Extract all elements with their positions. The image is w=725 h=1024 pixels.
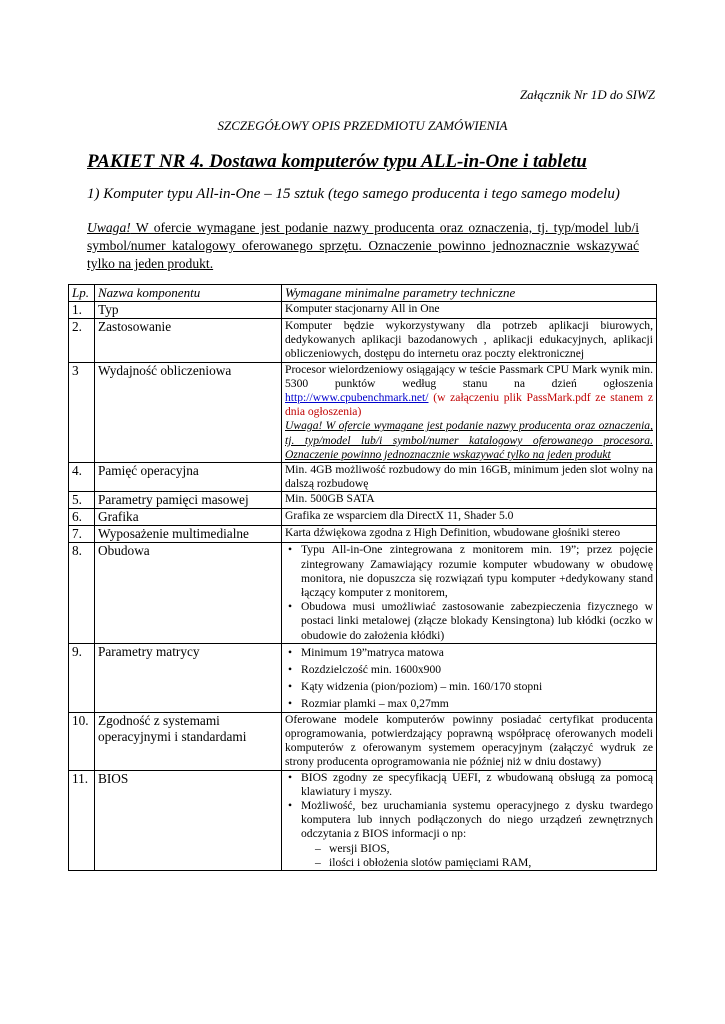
dash-icon: – (315, 855, 321, 869)
bullet-icon: • (288, 645, 293, 659)
note-text: W ofercie wymagane jest podanie nazwy producenta oraz oznaczenia, tj. typ/model lub/i symbol/numer katalogowy oferowanego sprzętu. Oznaczenie powinno jednoznacznie wskazywać tylko na jeden produkt. (87, 220, 639, 271)
table-row (69, 319, 657, 363)
component-requirements (282, 543, 657, 643)
row-number: 7. (69, 526, 95, 543)
passmark-link[interactable]: http://www.cpubenchmark.net/ (285, 391, 429, 405)
component-requirements: Komputer stacjonarny All in One (282, 302, 657, 319)
component-name: Obudowa (95, 543, 282, 643)
row-number: 5. (69, 492, 95, 509)
cpu-warning-note: Uwaga! W ofercie wymagane jest podanie nazwy producenta oraz oznaczenia, tj. typ/model lub/i symbol/numer katalogowy oferowanego procesora. Oznaczenie powinno jednoznacznie wskazywać tylko na jeden produkt (285, 419, 653, 461)
annex-label: Załącznik Nr 1D do SIWZ (519, 87, 655, 102)
list-item (285, 644, 653, 661)
component-name: Wyposażenie multimedialne (95, 526, 282, 543)
cpu-requirement-text: Procesor wielordzeniowy osiągający w teście Passmark CPU Mark wynik min. 5300 punktów według stanu na dzień ogłoszenia (285, 362, 653, 390)
bullet-icon: • (288, 679, 293, 693)
list-item (285, 543, 653, 600)
row-number: 6. (69, 509, 95, 526)
list-item-text: Minimum 19”matryca matowa (301, 645, 444, 659)
list-item-text: wersji BIOS, (329, 841, 390, 855)
list-item (315, 842, 653, 856)
bullet-list (285, 543, 653, 642)
component-requirements: Komputer będzie wykorzystywany dla potrzeb aplikacji biurowych, dedykowanych aplikacji bazodanowych , aplikacji edukacyjnych, aplikacji obliczeniowych, dostępu do internetu oraz poczty elektronicznej (282, 319, 657, 363)
table-row (69, 492, 657, 509)
list-item-text: Możliwość, bez uruchamiania systemu operacyjnego z dysku twardego komputera lub innych podłączonych do niego urządzeń zewnętrznych odczytania z BIOS informacji o np: (301, 799, 653, 841)
component-requirements (282, 643, 657, 712)
package-title: PAKIET NR 4. Dostawa komputerów typu ALL-in-One i tabletu (87, 151, 587, 172)
list-item-text: Rozdzielczość min. 1600x900 (301, 662, 442, 676)
bullet-icon: • (288, 799, 293, 813)
list-item (285, 771, 653, 799)
table-header-row (69, 285, 657, 302)
component-requirements: Grafika ze wsparciem dla DirectX 11, Shader 5.0 (282, 509, 657, 526)
note-lead: Uwaga! (87, 220, 131, 235)
list-item (285, 678, 653, 695)
table-row (69, 526, 657, 543)
row-number: 9. (69, 643, 95, 712)
list-item-text: BIOS zgodny ze specyfikacją UEFI, z wbudowaną obsługą za pomocą klawiatury i myszy. (301, 770, 653, 798)
table-row (69, 463, 657, 492)
header-lp: Lp. (69, 285, 95, 302)
component-requirements: Min. 4GB możliwość rozbudowy do min 16GB, minimum jeden slot wolny na dalszą rozbudowę (282, 463, 657, 492)
component-requirements: Oferowane modele komputerów powinny posiadać certyfikat producenta oprogramowania, potwierdzający poprawną współpracę oferowanych modeli komputerów z oferowanym systemem operacyjnym (załączyć wydruk ze strony producenta oprogramowania nie później niż w dniu dostawy) (282, 712, 657, 770)
component-name: Zastosowanie (95, 319, 282, 363)
table-row (69, 643, 657, 712)
component-name: Typ (95, 302, 282, 319)
list-item (315, 856, 653, 870)
component-requirements (282, 770, 657, 870)
list-item-text: Typu All-in-One zintegrowana z monitorem min. 19”; przez pojęcie zintegrowany Zamawiający rozumie komputer wbudowany w obudowę monitora, nie dopuszcza się rozwiązań typu komputer +dedykowany stand łączący komputer z monitorem, (301, 543, 653, 600)
dash-list (285, 842, 653, 870)
table-row (69, 509, 657, 526)
list-item (285, 600, 653, 643)
document-subject: SZCZEGÓŁOWY OPIS PRZEDMIOTU ZAMÓWIENIA (217, 118, 508, 133)
component-requirements: Min. 500GB SATA (282, 492, 657, 509)
bullet-icon: • (288, 662, 293, 676)
bullet-icon: • (288, 600, 293, 614)
list-item-text: Kąty widzenia (pion/poziom) – min. 160/170 stopni (301, 679, 543, 693)
component-name: Wydajność obliczeniowa (95, 362, 282, 462)
row-number: 3 (69, 362, 95, 462)
table-row (69, 712, 657, 770)
component-requirements (282, 362, 657, 462)
component-name: BIOS (95, 770, 282, 870)
component-name: Grafika (95, 509, 282, 526)
row-number: 11. (69, 770, 95, 870)
bullet-list (285, 771, 653, 842)
list-item (285, 661, 653, 678)
table-row (69, 543, 657, 643)
list-item (285, 695, 653, 712)
component-name: Parametry matrycy (95, 643, 282, 712)
component-name: Parametry pamięci masowej (95, 492, 282, 509)
spec-table (68, 284, 657, 871)
row-number: 4. (69, 463, 95, 492)
component-name: Pamięć operacyjna (95, 463, 282, 492)
header-component: Nazwa komponentu (95, 285, 282, 302)
bullet-icon: • (288, 770, 293, 784)
row-number: 1. (69, 302, 95, 319)
list-item-text: ilości i obłożenia slotów pamięciami RAM, (329, 855, 532, 869)
row-number: 10. (69, 712, 95, 770)
dash-icon: – (315, 841, 321, 855)
component-name: Zgodność z systemami operacyjnymi i standardami (95, 712, 282, 770)
row-number: 2. (69, 319, 95, 363)
header-parameters: Wymagane minimalne parametry techniczne (282, 285, 657, 302)
bullet-icon: • (288, 696, 293, 710)
table-row (69, 362, 657, 462)
list-item (285, 799, 653, 842)
item-heading: 1) Komputer typu All-in-One – 15 sztuk (tego samego producenta i tego samego modelu) (87, 186, 620, 202)
bullet-icon: • (288, 543, 293, 557)
table-row (69, 770, 657, 870)
list-item-text: Obudowa musi umożliwiać zastosowanie zabezpieczenia fizycznego w postaci linki metalowej (złącze blokady Kensingtona) lub kłódki (oczko w obudowie do założenia kłódki) (301, 600, 653, 642)
list-item-text: Rozmiar plamki – max 0,27mm (301, 696, 449, 710)
note-paragraph (87, 219, 639, 273)
attachment-note: (w załączeniu plik PassMark.pdf ze stanem z dnia ogłoszenia) (285, 391, 653, 419)
row-number: 8. (69, 543, 95, 643)
table-row (69, 302, 657, 319)
component-requirements: Karta dźwiękowa zgodna z High Definition, wbudowane głośniki stereo (282, 526, 657, 543)
bullet-list (285, 644, 653, 712)
